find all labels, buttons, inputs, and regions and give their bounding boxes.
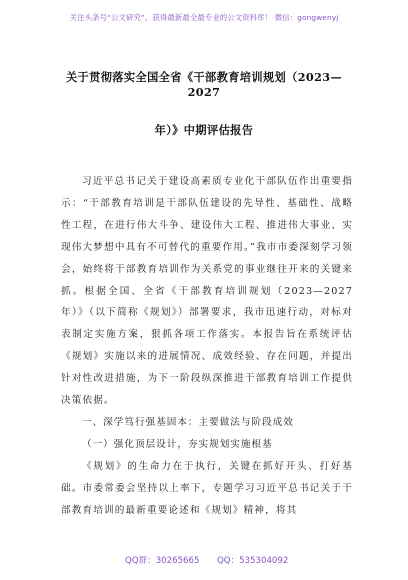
- header-banner: 关注头条号“公文研究”，获得最新最全最专业的公文资料库！ 微信：gongwenyj: [69, 13, 339, 22]
- document-title-line-1: 关于贯彻落实全国全省《干部教育培训规划（2023—2027: [65, 70, 343, 99]
- section-heading-1: 一、深学笃行强基固本：主要做法与阶段成效: [82, 416, 294, 428]
- qq-number: QQ：535304092: [217, 556, 289, 566]
- document-title-line-2: 年）》中期评估报告: [154, 123, 254, 137]
- section-paragraph: 《规划》的生命力在于执行，关键在抓好开头、打好基础。市委常委会坚持以上率下，专题学习习近平总书记关于干部教育培训的最新重要论述和《规划》精神，将其: [61, 460, 353, 516]
- section-heading-1-1: （一）强化顶层设计，夯实规划实施根基: [82, 438, 273, 450]
- document-body: [61, 171, 353, 522]
- intro-paragraph: 习近平总书记关于建设高素质专业化干部队伍作出重要指示：“干部教育培训是干部队伍建设的先导性、基础性、战略性工程，在进行伟大斗争、建设伟大工程、推进伟大事业、实现伟大梦想中具有不可替代的重要作用。”我市市委深刻学习领会，始终将干部教育培训作为关系党的事业继往开来的关键来抓。根据全国、全省《干部教育培训规划（2023—2027年）》（以下简称《规划》）部署要求，我市迅速行动，对标对表制定实施方案，狠抓各项工作落实。本报告旨在系统评估《规划》实施以来的进展情况、成效经验、存在问题，并提出针对性改进措施，为下一阶段纵深推进干部教育培训工作提供决策依据。: [61, 176, 353, 407]
- qq-group-number: QQ群：30265665: [125, 556, 200, 566]
